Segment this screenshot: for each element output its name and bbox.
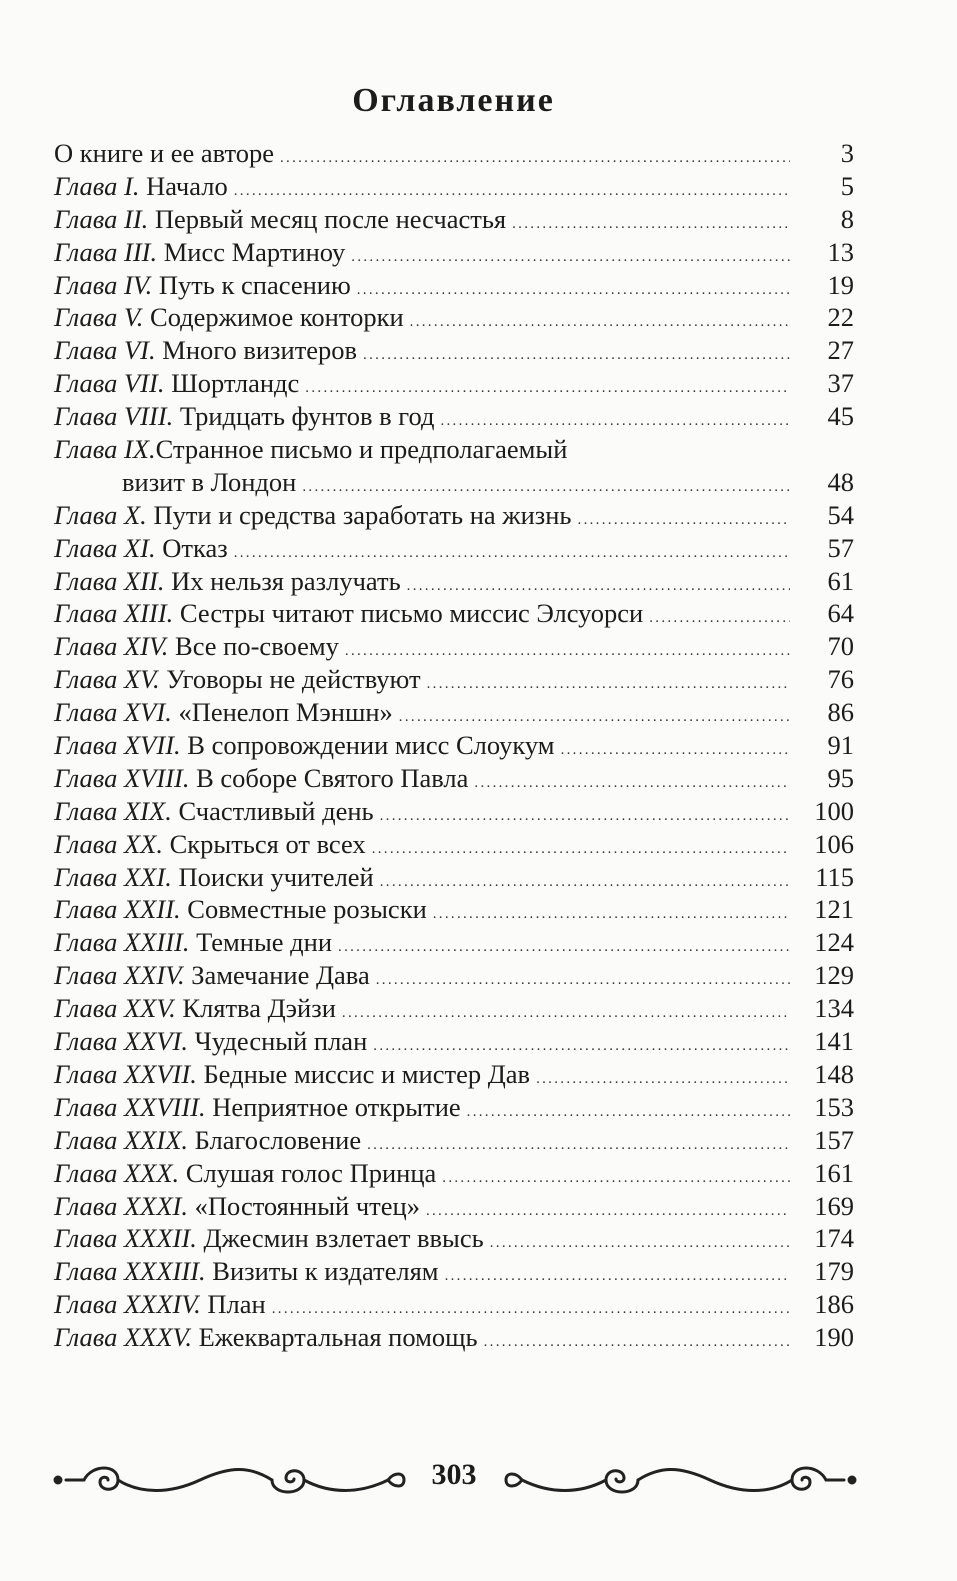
chapter-number: Глава XXVI. bbox=[54, 1026, 189, 1057]
chapter-number: Глава VI. bbox=[54, 335, 156, 366]
toc-entry bbox=[54, 499, 854, 532]
chapter-title: Много визитеров bbox=[162, 335, 358, 366]
page-ref: 124 bbox=[814, 927, 854, 958]
dot-leader bbox=[578, 504, 790, 537]
chapter-title: Поиски учителей bbox=[178, 861, 374, 892]
chapter-number: Глава XV. bbox=[54, 664, 160, 695]
dot-leader bbox=[490, 1227, 790, 1260]
chapter-number: Глава XXXI. bbox=[54, 1190, 189, 1221]
left-ornament-icon bbox=[0, 1450, 410, 1510]
toc-entry bbox=[54, 1058, 854, 1091]
page-ref: 19 bbox=[827, 269, 854, 300]
page-ref: 70 bbox=[827, 631, 854, 662]
table-of-contents bbox=[54, 137, 854, 1354]
chapter-title: План bbox=[207, 1289, 266, 1320]
toc-entry bbox=[54, 400, 854, 433]
page-ref: 106 bbox=[814, 828, 854, 859]
chapter-number: Глава XIII. bbox=[54, 598, 174, 629]
chapter-title: Чудесный план bbox=[194, 1026, 368, 1057]
page-ref: 134 bbox=[814, 993, 854, 1024]
toc-entry bbox=[54, 861, 854, 894]
chapter-number: Глава XXXIV. bbox=[54, 1289, 201, 1320]
chapter-number: Глава III. bbox=[54, 236, 158, 267]
page-ref: 148 bbox=[814, 1058, 854, 1089]
toc-entry bbox=[54, 301, 854, 334]
chapter-title: Клятва Дэйзи bbox=[182, 993, 336, 1024]
chapter-title: Джесмин взлетает ввысь bbox=[203, 1223, 484, 1254]
chapter-number: Глава XXIV. bbox=[54, 960, 185, 991]
page-ref: 169 bbox=[814, 1190, 854, 1221]
toc-entry bbox=[54, 1255, 854, 1288]
dot-leader bbox=[427, 668, 790, 701]
page-ref: 100 bbox=[814, 795, 854, 826]
dot-leader bbox=[561, 734, 790, 767]
chapter-number: Глава XXVII. bbox=[54, 1058, 197, 1089]
dot-leader bbox=[342, 997, 790, 1030]
chapter-title: Мисс Мартиноу bbox=[163, 236, 346, 267]
toc-entry bbox=[54, 565, 854, 598]
page-ref: 153 bbox=[814, 1091, 854, 1122]
dot-leader bbox=[363, 339, 790, 372]
toc-entry bbox=[54, 1321, 854, 1354]
dot-leader bbox=[280, 142, 790, 175]
toc-entry bbox=[54, 1222, 854, 1255]
dot-leader bbox=[467, 1096, 790, 1129]
page-ref: 190 bbox=[814, 1322, 854, 1353]
toc-entry bbox=[54, 959, 854, 992]
chapter-title: Неприятное открытие bbox=[212, 1091, 461, 1122]
dot-leader bbox=[380, 866, 790, 899]
chapter-number: Глава XVIII. bbox=[54, 762, 190, 793]
chapter-title: Ежеквартальная помощь bbox=[198, 1322, 478, 1353]
page-ref: 76 bbox=[827, 664, 854, 695]
chapter-number: Глава IX. bbox=[54, 434, 156, 465]
chapter-title: Уговоры не действуют bbox=[166, 664, 421, 695]
chapter-title: Содержимое конторки bbox=[150, 302, 404, 333]
toc-entry bbox=[54, 170, 854, 203]
page-ref: 64 bbox=[827, 598, 854, 629]
toc-entry bbox=[54, 1288, 854, 1321]
chapter-title: Бедные миссис и мистер Дав bbox=[203, 1058, 531, 1089]
page-ref: 186 bbox=[814, 1289, 854, 1320]
chapter-title: Начало bbox=[146, 170, 228, 201]
page-ref: 5 bbox=[840, 170, 854, 201]
chapter-number: Глава XXV. bbox=[54, 993, 176, 1024]
chapter-title: Благословение bbox=[194, 1124, 362, 1155]
dot-leader bbox=[442, 1162, 790, 1195]
chapter-title: Их нельзя разлучать bbox=[171, 565, 401, 596]
chapter-title: Замечание Дава bbox=[191, 960, 370, 991]
page-ref: 91 bbox=[827, 730, 854, 761]
toc-entry bbox=[54, 926, 854, 959]
right-ornament-icon bbox=[500, 1450, 910, 1510]
page-ref: 54 bbox=[827, 499, 854, 530]
page-ref: 57 bbox=[827, 532, 854, 563]
toc-entry-continuation bbox=[54, 466, 854, 499]
chapter-number: Глава IV. bbox=[54, 269, 153, 300]
page-ref: 157 bbox=[814, 1124, 854, 1155]
dot-leader bbox=[536, 1063, 790, 1096]
dot-leader bbox=[484, 1326, 790, 1359]
chapter-title: Отказ bbox=[162, 532, 228, 563]
chapter-number: Глава XXVIII. bbox=[54, 1091, 206, 1122]
chapter-title: Все по-своему bbox=[175, 631, 339, 662]
dot-leader bbox=[433, 898, 790, 931]
chapter-title: О книге и ее авторе bbox=[54, 138, 274, 168]
chapter-title: Тридцать фунтов в год bbox=[179, 401, 435, 432]
toc-entry bbox=[54, 729, 854, 762]
chapter-number: Глава VIII. bbox=[54, 401, 174, 432]
chapter-number: Глава XIV. bbox=[54, 631, 169, 662]
chapter-number: Глава II. bbox=[54, 203, 149, 234]
toc-entry bbox=[54, 532, 854, 565]
toc-entry bbox=[54, 236, 854, 269]
toc-entry bbox=[54, 334, 854, 367]
chapter-number: Глава XXXIII. bbox=[54, 1256, 206, 1287]
toc-entry bbox=[54, 1157, 854, 1190]
toc-entry bbox=[54, 1124, 854, 1157]
toc-entry bbox=[54, 893, 854, 926]
dot-leader bbox=[376, 964, 790, 997]
chapter-title: Слушая голос Принца bbox=[185, 1157, 437, 1188]
chapter-number: Глава XXIII. bbox=[54, 927, 190, 958]
toc-entry bbox=[54, 630, 854, 663]
chapter-title: Сестры читают письмо миссис Элсуорси bbox=[179, 598, 644, 629]
toc-entry bbox=[54, 269, 854, 302]
page-ref: 95 bbox=[827, 762, 854, 793]
chapter-number: Глава V. bbox=[54, 302, 144, 333]
page-ref: 161 bbox=[814, 1157, 854, 1188]
toc-entry bbox=[54, 203, 854, 236]
toc-entry bbox=[54, 1091, 854, 1124]
chapter-number: Глава X. bbox=[54, 499, 147, 530]
chapter-title: Путь к спасению bbox=[158, 269, 351, 300]
chapter-title: Совместные розыски bbox=[187, 894, 427, 925]
toc-entry bbox=[54, 795, 854, 828]
chapter-number: Глава XXII. bbox=[54, 894, 181, 925]
dot-leader bbox=[410, 306, 790, 339]
chapter-title: Скрыться от всех bbox=[169, 828, 366, 859]
chapter-number: Глава XXX. bbox=[54, 1157, 180, 1188]
toc-entry bbox=[54, 367, 854, 400]
chapter-number: Глава XVII. bbox=[54, 730, 181, 761]
chapter-title: Первый месяц после несчастья bbox=[154, 203, 507, 234]
chapter-number: Глава XIX. bbox=[54, 795, 172, 826]
chapter-number: Глава XXXII. bbox=[54, 1223, 197, 1254]
toc-entry bbox=[54, 597, 854, 630]
toc-entry bbox=[54, 1190, 854, 1223]
toc-entry bbox=[54, 663, 854, 696]
page-ref: 22 bbox=[827, 302, 854, 333]
toc-entry bbox=[54, 137, 854, 170]
page-footer bbox=[0, 1450, 957, 1510]
dot-leader bbox=[357, 274, 790, 307]
page-title: Оглавление bbox=[352, 82, 555, 119]
chapter-number: Глава XI. bbox=[54, 532, 156, 563]
chapter-title: «Постоянный чтец» bbox=[194, 1190, 420, 1221]
page-ref: 121 bbox=[814, 894, 854, 925]
chapter-number: Глава XII. bbox=[54, 565, 165, 596]
dot-leader bbox=[351, 241, 790, 274]
chapter-title: Счастливый день bbox=[178, 795, 374, 826]
chapter-number: Глава I. bbox=[54, 170, 140, 201]
chapter-title: «Пенелоп Мэншн» bbox=[178, 697, 393, 728]
dot-leader bbox=[338, 931, 790, 964]
page-ref: 45 bbox=[827, 401, 854, 432]
page-ref: 61 bbox=[827, 565, 854, 596]
page-ref: 141 bbox=[814, 1026, 854, 1057]
dot-leader bbox=[445, 1260, 790, 1293]
page-ref: 13 bbox=[827, 236, 854, 267]
chapter-title: В соборе Святого Павла bbox=[196, 762, 469, 793]
page-ref: 86 bbox=[827, 697, 854, 728]
page-ref: 27 bbox=[827, 335, 854, 366]
chapter-title: Шортландс bbox=[171, 368, 300, 399]
chapter-title: В сопровождении мисс Слоукум bbox=[187, 730, 555, 761]
page-ref: 129 bbox=[814, 960, 854, 991]
toc-entry bbox=[54, 762, 854, 795]
page-ref: 3 bbox=[840, 138, 854, 168]
chapter-number: Глава VII. bbox=[54, 368, 165, 399]
chapter-number: Глава XXXV. bbox=[54, 1322, 192, 1353]
toc-entry bbox=[54, 696, 854, 729]
page-number: 303 bbox=[431, 1458, 477, 1491]
page-ref: 115 bbox=[815, 861, 854, 892]
dot-leader bbox=[512, 208, 790, 241]
chapter-title: Странное письмо и предполагаемый bbox=[155, 434, 568, 465]
chapter-title: Пути и средства заработать на жизнь bbox=[153, 499, 572, 530]
chapter-title: Темные дни bbox=[196, 927, 333, 958]
toc-entry bbox=[54, 992, 854, 1025]
chapter-title: Визиты к издателям bbox=[212, 1256, 439, 1287]
chapter-number: Глава XX. bbox=[54, 828, 163, 859]
chapter-number: Глава XXI. bbox=[54, 861, 172, 892]
dot-leader bbox=[649, 602, 790, 635]
page-ref: 8 bbox=[840, 203, 854, 234]
chapter-title-continued: визит в Лондон bbox=[122, 466, 297, 497]
toc-entry bbox=[54, 828, 854, 861]
dot-leader bbox=[474, 767, 790, 800]
dot-leader bbox=[380, 800, 790, 833]
toc-entry bbox=[54, 1025, 854, 1058]
page-ref: 174 bbox=[814, 1223, 854, 1254]
dot-leader bbox=[372, 833, 790, 866]
page-ref: 179 bbox=[814, 1256, 854, 1287]
page-ref: 37 bbox=[827, 368, 854, 399]
page-ref: 48 bbox=[827, 466, 854, 497]
chapter-number: Глава XVI. bbox=[54, 697, 172, 728]
chapter-number: Глава XXIX. bbox=[54, 1124, 189, 1155]
